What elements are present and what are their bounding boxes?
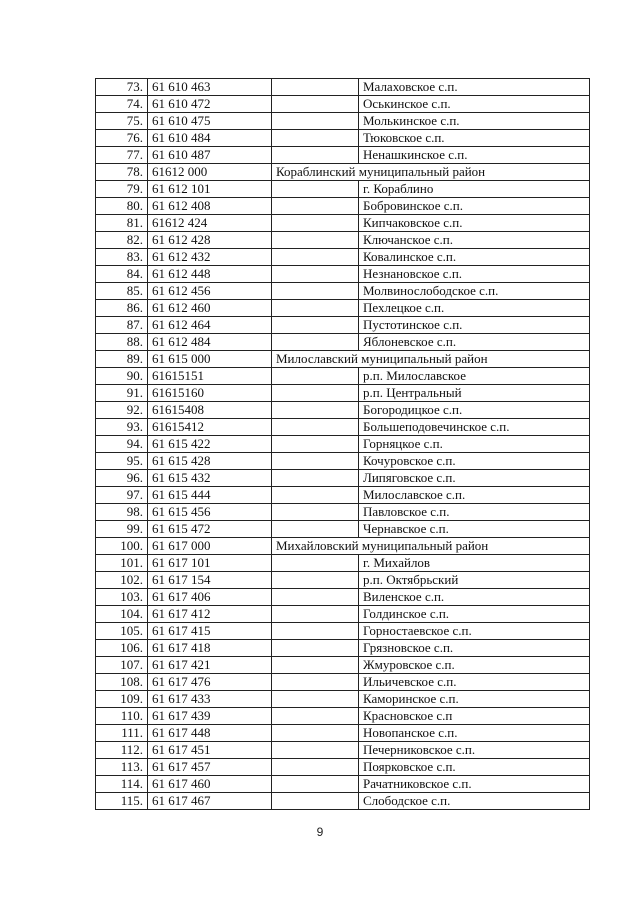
row-number-cell: 100. [96, 538, 148, 555]
district-name-cell [272, 793, 359, 810]
row-number-cell: 90. [96, 368, 148, 385]
row-number-cell: 77. [96, 147, 148, 164]
row-number-cell: 103. [96, 589, 148, 606]
oktmo-code-cell: 61 612 456 [148, 283, 272, 300]
table-row [96, 402, 590, 419]
settlement-name-cell: Липяговское с.п. [359, 470, 590, 487]
oktmo-code-cell: 61615151 [148, 368, 272, 385]
district-name-cell: Михайловский муниципальный район [272, 538, 359, 555]
settlement-name-cell: Голдинское с.п. [359, 606, 590, 623]
row-number-cell: 87. [96, 317, 148, 334]
district-name-cell [272, 589, 359, 606]
settlement-name-cell: Ильичевское с.п. [359, 674, 590, 691]
district-name-cell [272, 334, 359, 351]
oktmo-code-cell: 61612 000 [148, 164, 272, 181]
oktmo-code-cell: 61 617 460 [148, 776, 272, 793]
row-number-cell: 82. [96, 232, 148, 249]
settlement-name-cell: Оськинское с.п. [359, 96, 590, 113]
row-number-cell: 112. [96, 742, 148, 759]
row-number-cell: 94. [96, 436, 148, 453]
settlement-name-cell: Виленское с.п. [359, 589, 590, 606]
table-row [96, 555, 590, 572]
table-row [96, 113, 590, 130]
table-row [96, 436, 590, 453]
table-row [96, 521, 590, 538]
table-row [96, 198, 590, 215]
oktmo-code-cell: 61 617 467 [148, 793, 272, 810]
row-number-cell: 75. [96, 113, 148, 130]
row-number-cell: 78. [96, 164, 148, 181]
settlement-name-cell: Поярковское с.п. [359, 759, 590, 776]
settlement-name-cell: Малаховское с.п. [359, 79, 590, 96]
district-name-cell [272, 419, 359, 436]
settlement-name-cell: Ненашкинское с.п. [359, 147, 590, 164]
row-number-cell: 98. [96, 504, 148, 521]
table-row [96, 657, 590, 674]
oktmo-code-cell: 61 615 444 [148, 487, 272, 504]
district-name-cell [272, 283, 359, 300]
row-number-cell: 92. [96, 402, 148, 419]
table-row [96, 317, 590, 334]
table-row [96, 640, 590, 657]
oktmo-code-cell: 61 612 432 [148, 249, 272, 266]
oktmo-code-cell: 61 612 428 [148, 232, 272, 249]
row-number-cell: 73. [96, 79, 148, 96]
table-row [96, 283, 590, 300]
table-row [96, 130, 590, 147]
table-row [96, 249, 590, 266]
table-row [96, 164, 590, 181]
oktmo-code-cell: 61615160 [148, 385, 272, 402]
oktmo-code-cell: 61 617 154 [148, 572, 272, 589]
table-row [96, 776, 590, 793]
table-row [96, 79, 590, 96]
district-name-cell: Милославский муниципальный район [272, 351, 359, 368]
oktmo-code-cell: 61615408 [148, 402, 272, 419]
settlement-name-cell: р.п. Октябрьский [359, 572, 590, 589]
oktmo-code-cell: 61 617 433 [148, 691, 272, 708]
table-row [96, 487, 590, 504]
settlement-name-cell: р.п. Милославское [359, 368, 590, 385]
settlement-name-cell: Ковалинское с.п. [359, 249, 590, 266]
district-name-cell [272, 232, 359, 249]
district-name-cell: Кораблинский муниципальный район [272, 164, 359, 181]
settlement-name-cell: Пехлецкое с.п. [359, 300, 590, 317]
settlement-name-cell: Незнановское с.п. [359, 266, 590, 283]
row-number-cell: 111. [96, 725, 148, 742]
table-row [96, 351, 590, 368]
municipality-code-table [95, 78, 590, 810]
oktmo-code-cell: 61 615 428 [148, 453, 272, 470]
district-name-cell [272, 249, 359, 266]
row-number-cell: 99. [96, 521, 148, 538]
table-row [96, 623, 590, 640]
oktmo-code-cell: 61 617 476 [148, 674, 272, 691]
table-row [96, 725, 590, 742]
oktmo-code-cell: 61 612 484 [148, 334, 272, 351]
district-name-cell [272, 623, 359, 640]
table-row [96, 232, 590, 249]
table-row [96, 385, 590, 402]
oktmo-code-cell: 61 617 412 [148, 606, 272, 623]
table-row [96, 538, 590, 555]
district-name-cell [272, 147, 359, 164]
oktmo-code-cell: 61 610 475 [148, 113, 272, 130]
settlement-name-cell: Кипчаковское с.п. [359, 215, 590, 232]
district-name-cell [272, 521, 359, 538]
row-number-cell: 76. [96, 130, 148, 147]
table-row [96, 453, 590, 470]
table-row [96, 147, 590, 164]
district-name-cell [272, 470, 359, 487]
oktmo-code-cell: 61 617 457 [148, 759, 272, 776]
table-row [96, 691, 590, 708]
settlement-name-cell: Чернавское с.п. [359, 521, 590, 538]
settlement-name-cell: Ключанское с.п. [359, 232, 590, 249]
oktmo-code-cell: 61612 424 [148, 215, 272, 232]
settlement-name-cell: Грязновское с.п. [359, 640, 590, 657]
row-number-cell: 79. [96, 181, 148, 198]
oktmo-code-cell: 61 615 472 [148, 521, 272, 538]
row-number-cell: 80. [96, 198, 148, 215]
oktmo-code-cell: 61 615 422 [148, 436, 272, 453]
row-number-cell: 114. [96, 776, 148, 793]
row-number-cell: 91. [96, 385, 148, 402]
table-row [96, 419, 590, 436]
district-name-cell [272, 504, 359, 521]
oktmo-code-cell: 61 612 448 [148, 266, 272, 283]
district-name-cell [272, 79, 359, 96]
settlement-name-cell: Жмуровское с.п. [359, 657, 590, 674]
row-number-cell: 115. [96, 793, 148, 810]
settlement-name-cell: Молькинское с.п. [359, 113, 590, 130]
settlement-name-cell: Горняцкое с.п. [359, 436, 590, 453]
settlement-name-cell: Богородицкое с.п. [359, 402, 590, 419]
district-name-cell [272, 300, 359, 317]
oktmo-code-cell: 61 615 000 [148, 351, 272, 368]
district-name-cell [272, 215, 359, 232]
district-name-cell [272, 725, 359, 742]
district-name-cell [272, 691, 359, 708]
table-row [96, 759, 590, 776]
table-row [96, 96, 590, 113]
oktmo-code-cell: 61 617 421 [148, 657, 272, 674]
oktmo-code-cell: 61 615 432 [148, 470, 272, 487]
page-number: 9 [316, 825, 324, 839]
oktmo-code-cell: 61 612 460 [148, 300, 272, 317]
table-row [96, 504, 590, 521]
row-number-cell: 113. [96, 759, 148, 776]
district-name-cell [272, 606, 359, 623]
table-row [96, 742, 590, 759]
district-name-cell [272, 555, 359, 572]
row-number-cell: 106. [96, 640, 148, 657]
oktmo-code-cell: 61 617 418 [148, 640, 272, 657]
district-name-cell [272, 96, 359, 113]
settlement-name-cell: Рачатниковское с.п. [359, 776, 590, 793]
row-number-cell: 81. [96, 215, 148, 232]
district-name-cell [272, 759, 359, 776]
row-number-cell: 108. [96, 674, 148, 691]
oktmo-code-cell: 61 612 408 [148, 198, 272, 215]
table-row [96, 708, 590, 725]
oktmo-code-cell: 61 617 101 [148, 555, 272, 572]
district-name-cell [272, 674, 359, 691]
row-number-cell: 93. [96, 419, 148, 436]
oktmo-code-cell: 61 610 472 [148, 96, 272, 113]
table-row [96, 793, 590, 810]
settlement-name-cell: Большеподовечинское с.п. [359, 419, 590, 436]
settlement-name-cell: Милославское с.п. [359, 487, 590, 504]
oktmo-code-cell: 61 615 456 [148, 504, 272, 521]
row-number-cell: 109. [96, 691, 148, 708]
table-row [96, 368, 590, 385]
district-name-cell [272, 742, 359, 759]
district-name-cell [272, 317, 359, 334]
row-number-cell: 96. [96, 470, 148, 487]
oktmo-code-cell: 61 612 464 [148, 317, 272, 334]
row-number-cell: 86. [96, 300, 148, 317]
row-number-cell: 97. [96, 487, 148, 504]
settlement-name-cell: Красновское с.п [359, 708, 590, 725]
row-number-cell: 84. [96, 266, 148, 283]
oktmo-code-cell: 61 617 439 [148, 708, 272, 725]
district-name-cell [272, 487, 359, 504]
oktmo-code-cell: 61 610 487 [148, 147, 272, 164]
table-row [96, 589, 590, 606]
oktmo-code-cell: 61615412 [148, 419, 272, 436]
table-row [96, 181, 590, 198]
district-name-cell [272, 368, 359, 385]
table-row [96, 334, 590, 351]
table-row [96, 266, 590, 283]
oktmo-code-cell: 61 617 448 [148, 725, 272, 742]
row-number-cell: 85. [96, 283, 148, 300]
settlement-name-cell: Каморинское с.п. [359, 691, 590, 708]
district-name-cell [272, 130, 359, 147]
district-name-cell [272, 436, 359, 453]
district-name-cell [272, 708, 359, 725]
row-number-cell: 102. [96, 572, 148, 589]
table-row [96, 300, 590, 317]
settlement-name-cell: Новопанское с.п. [359, 725, 590, 742]
table-row [96, 572, 590, 589]
settlement-name-cell: г. Кораблино [359, 181, 590, 198]
row-number-cell: 104. [96, 606, 148, 623]
settlement-name-cell: Слободское с.п. [359, 793, 590, 810]
row-number-cell: 101. [96, 555, 148, 572]
settlement-name-cell: Тюковское с.п. [359, 130, 590, 147]
row-number-cell: 88. [96, 334, 148, 351]
oktmo-code-cell: 61 617 000 [148, 538, 272, 555]
settlement-name-cell: Печерниковское с.п. [359, 742, 590, 759]
district-name-cell [272, 266, 359, 283]
row-number-cell: 89. [96, 351, 148, 368]
row-number-cell: 95. [96, 453, 148, 470]
oktmo-code-cell: 61 617 451 [148, 742, 272, 759]
district-name-cell [272, 113, 359, 130]
district-name-cell [272, 657, 359, 674]
district-name-cell [272, 640, 359, 657]
table-row [96, 674, 590, 691]
settlement-name-cell: Павловское с.п. [359, 504, 590, 521]
table-row [96, 606, 590, 623]
district-name-cell [272, 385, 359, 402]
table-row [96, 215, 590, 232]
settlement-name-cell: Кочуровское с.п. [359, 453, 590, 470]
district-name-cell [272, 198, 359, 215]
oktmo-code-cell: 61 610 484 [148, 130, 272, 147]
settlement-name-cell: Пустотинское с.п. [359, 317, 590, 334]
row-number-cell: 105. [96, 623, 148, 640]
settlement-name-cell: р.п. Центральный [359, 385, 590, 402]
settlement-name-cell: Горностаевское с.п. [359, 623, 590, 640]
oktmo-code-cell: 61 610 463 [148, 79, 272, 96]
table-row [96, 470, 590, 487]
oktmo-code-cell: 61 617 406 [148, 589, 272, 606]
oktmo-code-cell: 61 612 101 [148, 181, 272, 198]
settlement-name-cell: Яблоневское с.п. [359, 334, 590, 351]
row-number-cell: 110. [96, 708, 148, 725]
settlement-name-cell: Молвинослободское с.п. [359, 283, 590, 300]
district-name-cell [272, 572, 359, 589]
district-name-cell [272, 453, 359, 470]
row-number-cell: 74. [96, 96, 148, 113]
district-name-cell [272, 402, 359, 419]
district-name-cell [272, 181, 359, 198]
district-name-cell [272, 776, 359, 793]
settlement-name-cell: г. Михайлов [359, 555, 590, 572]
row-number-cell: 83. [96, 249, 148, 266]
oktmo-code-cell: 61 617 415 [148, 623, 272, 640]
settlement-name-cell: Бобровинское с.п. [359, 198, 590, 215]
table-body [96, 79, 590, 810]
row-number-cell: 107. [96, 657, 148, 674]
